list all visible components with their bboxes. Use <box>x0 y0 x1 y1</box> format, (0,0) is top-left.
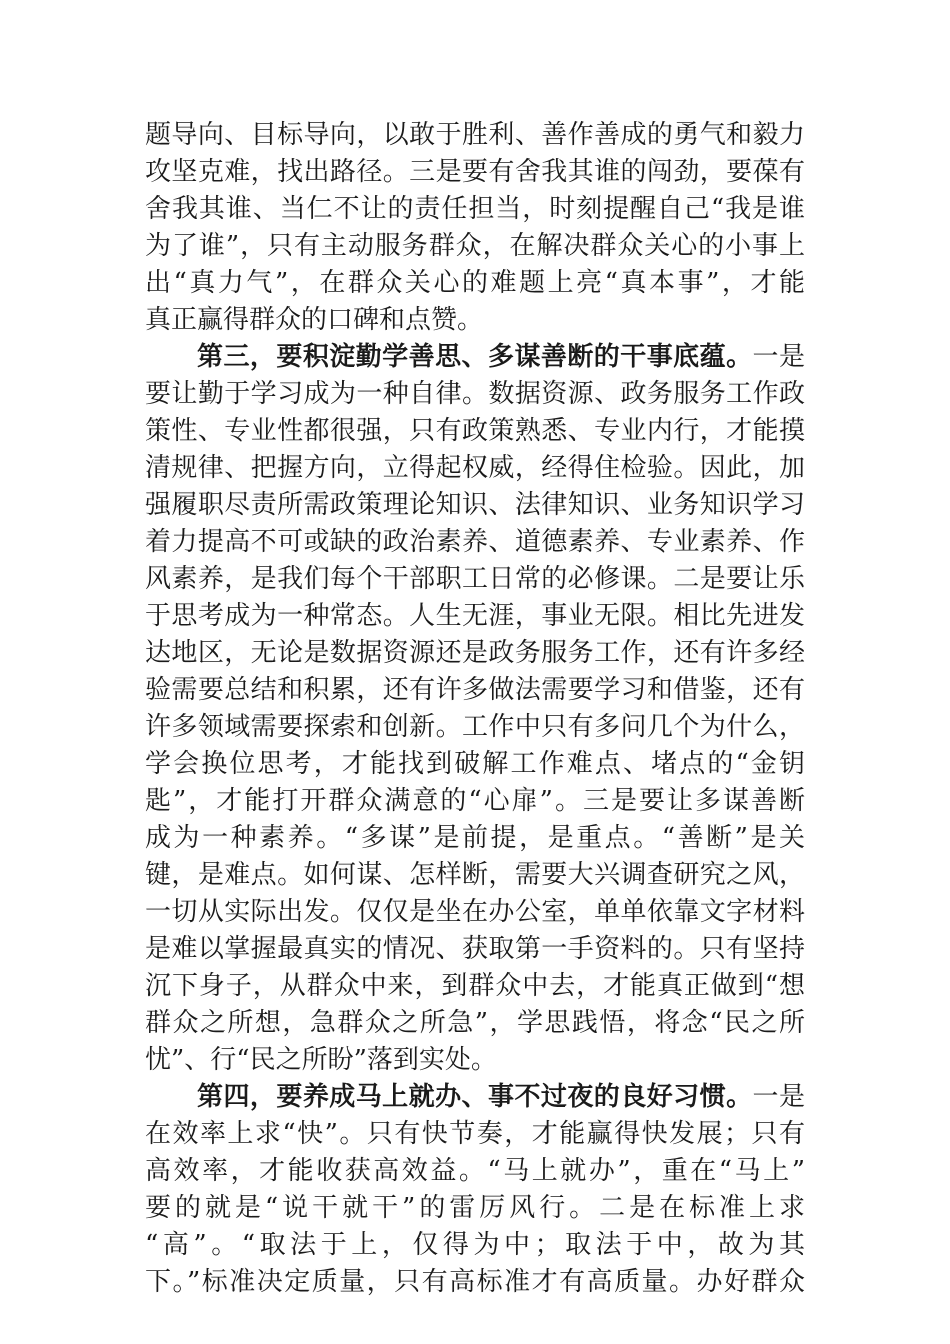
text-line: 风素养，是我们每个干部职工日常的必修课。二是要让乐 <box>145 564 805 594</box>
text-line: 群众之所想，急群众之所急”，学思践悟，将念“民之所 <box>145 1008 805 1038</box>
section-heading-line <box>197 339 805 375</box>
text-line: 为了谁”，只有主动服务群众，在解决群众关心的小事上 <box>145 231 805 261</box>
text-line: 下。”标准决定质量，只有高标准才有高质量。办好群众 <box>145 1267 805 1297</box>
text-line: 题导向、目标导向，以敢于胜利、善作善成的勇气和毅力 <box>145 120 805 150</box>
text-line: 策性、专业性都很强，只有政策熟悉、专业内行，才能摸 <box>145 416 805 446</box>
text-line: 沉下身子，从群众中来，到群众中去，才能真正做到“想 <box>145 971 805 1001</box>
section-heading: 第三，要积淀勤学善思、多谋善断的干事底蕴。 <box>197 342 753 372</box>
text-line: 成为一种素养。“多谋”是前提，是重点。“善断”是关 <box>145 823 805 853</box>
text-line: 学会换位思考，才能找到破解工作难点、堵点的“金钥 <box>145 749 805 779</box>
text-line: 出“真力气”，在群众关心的难题上亮“真本事”，才能 <box>145 268 805 298</box>
text-line: 匙”，才能打开群众满意的“心扉”。三是要让多谋善断 <box>145 786 805 816</box>
section-heading: 第四，要养成马上就办、事不过夜的良好习惯。 <box>197 1082 753 1112</box>
text-line: 要的就是“说干就干”的雷厉风行。二是在标准上求 <box>145 1193 805 1223</box>
text-line: 许多领域需要探索和创新。工作中只有多问几个为什么， <box>145 712 805 742</box>
text-line: 舍我其谁、当仁不让的责任担当，时刻提醒自己“我是谁 <box>145 194 805 224</box>
text-line: 达地区，无论是数据资源还是政务服务工作，还有许多经 <box>145 638 805 668</box>
section-heading-line <box>197 1079 805 1115</box>
text-line: 高效率，才能收获高效益。“马上就办”，重在“马上” <box>145 1156 805 1186</box>
text-line: 键，是难点。如何谋、怎样断，需要大兴调查研究之风， <box>145 860 805 890</box>
text-line: 强履职尽责所需政策理论知识、法律知识、业务知识学习 <box>145 490 805 520</box>
text-line: 攻坚克难，找出路径。三是要有舍我其谁的闯劲，要葆有 <box>145 157 805 187</box>
text-line: 真正赢得群众的口碑和点赞。 <box>145 305 484 335</box>
text-line: 验需要总结和积累，还有许多做法需要学习和借鉴，还有 <box>145 675 805 705</box>
text-line: 要让勤于学习成为一种自律。数据资源、政务服务工作政 <box>145 379 805 409</box>
text-line: 清规律、把握方向，立得起权威，经得住检验。因此，加 <box>145 453 805 483</box>
text-line: 着力提高不可或缺的政治素养、道德素养、专业素养、作 <box>145 527 805 557</box>
text-line: 一切从实际出发。仅仅是坐在办公室，单单依靠文字材料 <box>145 897 805 927</box>
text-span: 一是 <box>752 342 805 372</box>
text-line: 在效率上求“快”。只有快节奏，才能赢得快发展；只有 <box>145 1119 805 1149</box>
text-span: 一是 <box>752 1082 805 1112</box>
text-line: “高”。“取法于上，仅得为中；取法于中，故为其 <box>145 1230 805 1260</box>
text-line: 是难以掌握最真实的情况、获取第一手资料的。只有坚持 <box>145 934 805 964</box>
text-line: 于思考成为一种常态。人生无涯，事业无限。相比先进发 <box>145 601 805 631</box>
text-line: 忧”、行“民之所盼”落到实处。 <box>145 1045 497 1075</box>
